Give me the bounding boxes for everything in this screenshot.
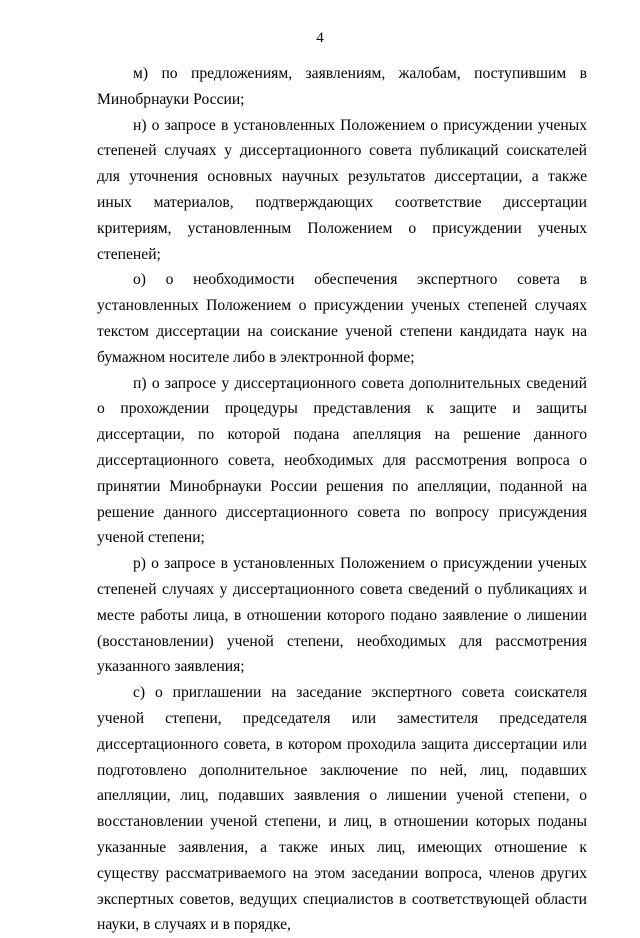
paragraph-o: о) о необходимости обеспечения экспертного совета в установленных Положением о присуждении ученых степеней случаях текстом диссертации на соискание ученой степени кандидата наук на бумажном носителе либо в электронной форме;	[97, 271, 587, 366]
paragraph-m: м) по предложениям, заявлениям, жалобам, поступившим в Минобрнауки России;	[97, 65, 587, 108]
paragraph-r: р) о запросе в установленных Положением о присуждении ученых степеней случаях у диссертационного совета сведений о публикациях и месте работы лица, в отношении которого подано заявление о лишении (восстановлении) ученой степени, необходимых для рассмотрения указанного заявления;	[97, 555, 587, 676]
paragraph-p: п) о запросе у диссертационного совета дополнительных сведений о прохождении процедуры представления к защите и защиты диссертации, по которой подана апелляция на решение данного диссертационного совета, необходимых для рассмотрения вопроса о принятии Минобрнауки России решения по апелляции, поданной на решение данного диссертационного совета по вопросу присуждения ученой степени;	[97, 374, 587, 547]
paragraph-s: с) о приглашении на заседание экспертного совета соискателя ученой степени, председателя или заместителя председателя диссертационного совета, в котором проходила защита диссертации или подготовлено дополнительное заключение по ней, лиц, подавших апелляции, лиц, подавших заявления о лишении ученой степени, о восстановлении ученой степени, и лиц, в отношении которых поданы указанные заявления, а также иных лиц, имеющих отношение к существу рассматриваемого на этом заседании вопроса, членов других экспертных советов, ведущих специалистов в соответствующей области науки, в случаях и в порядке,	[97, 684, 587, 934]
document-body	[97, 61, 587, 938]
page-number: 4	[316, 30, 324, 46]
paragraph-n: н) о запросе в установленных Положением о присуждении ученых степеней случаях у диссертационного совета публикаций соискателей для уточнения основных научных результатов диссертации, а также иных материалов, подтверждающих соответствие диссертации критериям, установленным Положением о присуждении ученых степеней;	[97, 116, 587, 263]
